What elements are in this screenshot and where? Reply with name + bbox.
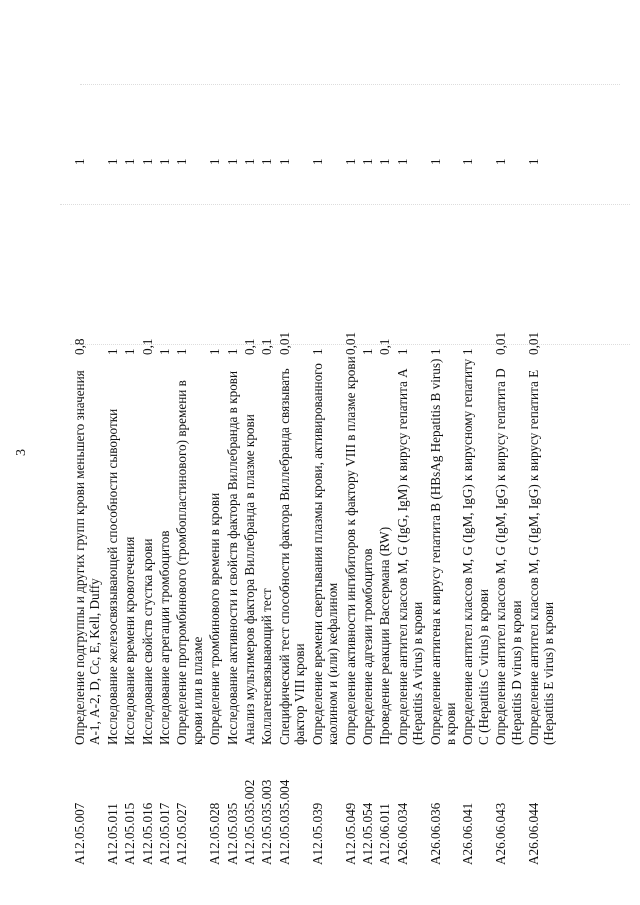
spacer-cell	[426, 165, 459, 295]
service-code: A26.06.036	[427, 802, 443, 865]
frequency-value: 1	[309, 348, 325, 355]
multiplicity-value: 1	[276, 158, 292, 165]
frequency-value: 1	[174, 348, 190, 355]
service-name: Определение протромбинового (тромбопластинового) времени в крови или в плазме	[174, 380, 205, 745]
service-name: Определение тромбинового времени в крови	[207, 492, 223, 745]
table-row	[426, 45, 459, 865]
table-row	[257, 45, 274, 865]
multiplicity-value: 1	[72, 158, 87, 165]
service-name: Определение подгруппы и других групп крови меньшего значения А-1, А-2, D, Cc, E, Kell, Duffy	[72, 370, 103, 745]
service-code: A12.05.011	[104, 803, 120, 865]
service-name: Определение адгезии тромбоцитов	[359, 548, 375, 745]
multiplicity-value: 1	[224, 158, 240, 165]
table-row	[155, 45, 172, 865]
service-name: Определение антигена к вирусу гепатита B (HBsAg Hepatitis B virus) в крови	[427, 358, 458, 745]
service-code: A12.05.007	[72, 802, 87, 865]
spacer-cell	[491, 165, 524, 295]
service-code: A12.05.027	[174, 802, 190, 865]
service-name: Определение антител классов M, G (IgM, IgG) к вирусу гепатита E (Hepatitis E virus) в крови	[525, 369, 557, 745]
multiplicity-value: 1	[174, 158, 190, 165]
table-row	[223, 45, 240, 865]
service-code: A26.06.034	[394, 802, 410, 865]
spacer-cell	[155, 165, 172, 295]
frequency-value: 0,01	[493, 331, 509, 355]
spacer-cell	[524, 165, 557, 295]
table-row	[524, 45, 557, 865]
frequency-value: 1	[427, 348, 443, 355]
service-code: A12.05.016	[139, 802, 155, 865]
spacer-cell	[223, 165, 240, 295]
spacer-cell	[120, 165, 137, 295]
spacer-cell	[341, 165, 358, 295]
service-name: Исследование железосвязывающей способности сыворотки	[104, 408, 120, 745]
table-row	[375, 45, 392, 865]
table-row	[205, 45, 222, 865]
service-name: Определение активности ингибиторов к фактору VIII в плазме крови	[342, 356, 358, 745]
table-row	[172, 45, 205, 865]
spacer-cell	[458, 165, 491, 295]
frequency-value: 0,01	[276, 331, 292, 355]
table-row	[72, 45, 103, 865]
multiplicity-value: 1	[460, 158, 476, 165]
table-row	[103, 45, 120, 865]
service-code: A26.06.043	[493, 802, 509, 865]
multiplicity-value: 1	[493, 158, 509, 165]
services-table-body	[72, 45, 557, 865]
spacer-cell	[393, 165, 426, 295]
service-code: A12.05.015	[122, 802, 138, 865]
service-code: A26.06.041	[460, 802, 476, 865]
table-row	[341, 45, 358, 865]
spacer-cell	[257, 165, 274, 295]
service-code: A12.05.049	[342, 802, 358, 865]
frequency-value: 1	[157, 348, 173, 355]
service-code: A12.05.054	[359, 802, 375, 865]
frequency-value: 1	[359, 348, 375, 355]
multiplicity-value: 1	[122, 158, 138, 165]
service-code: A12.05.017	[157, 802, 173, 865]
service-code: A26.06.044	[525, 802, 541, 865]
service-name: Определение времени свертывания плазмы крови, активированного каолином и (или) кефалином	[309, 363, 341, 745]
service-name: Исследование активности и свойств фактора Виллебранда в крови	[224, 370, 240, 745]
multiplicity-value: 1	[359, 158, 375, 165]
multiplicity-value: 1	[309, 158, 325, 165]
service-name: Специфический тест способности фактора Виллебранда связывать фактор VIII крови	[276, 368, 308, 745]
service-name: Коллагенсвязывающий тест	[259, 588, 275, 745]
multiplicity-value: 1	[394, 158, 410, 165]
table-row	[240, 45, 257, 865]
multiplicity-value: 1	[525, 158, 541, 165]
frequency-value: 1	[207, 348, 223, 355]
service-name: Анализ мультимеров фактора Виллебранда в плазме крови	[242, 414, 258, 745]
spacer-cell	[275, 165, 308, 295]
spacer-cell	[103, 165, 120, 295]
frequency-value: 1	[122, 348, 138, 355]
service-code: A12.05.028	[207, 802, 223, 865]
service-code: A12.05.039	[309, 802, 325, 865]
frequency-value: 1	[460, 348, 476, 355]
table-row	[358, 45, 375, 865]
spacer-cell	[240, 165, 257, 295]
frequency-value: 0,1	[259, 338, 275, 355]
table-row	[308, 45, 341, 865]
services-table	[72, 45, 557, 865]
service-name: Исследование свойств сгустка крови	[139, 538, 155, 745]
table-row	[393, 45, 426, 865]
multiplicity-value: 1	[427, 158, 443, 165]
spacer-cell	[72, 165, 103, 295]
spacer-cell	[358, 165, 375, 295]
frequency-value: 0,1	[139, 338, 155, 355]
service-name: Определение антител классов M, G (IgM, IgG) к вирусу гепатита D (Hepatitis D virus) в крови	[493, 368, 524, 745]
frequency-value: 1	[104, 348, 120, 355]
service-code: A12.06.011	[377, 803, 393, 865]
service-name: Исследование агрегации тромбоцитов	[157, 530, 173, 745]
frequency-value: 1	[224, 348, 240, 355]
service-name: Определение антител классов M, G (IgM, IgG) к вирусному гепатиту C (Hepatitis C virus) в крови	[460, 358, 491, 745]
multiplicity-value: 1	[157, 158, 173, 165]
multiplicity-value: 1	[139, 158, 155, 165]
spacer-cell	[138, 165, 155, 295]
service-name: Проведение реакции Вассермана (RW)	[377, 526, 393, 745]
spacer-cell	[308, 165, 341, 295]
service-name: Определение антител классов M, G (IgG, IgM) к вирусу гепатита A (Hepatitis A virus) в крови	[394, 369, 426, 745]
table-row	[120, 45, 137, 865]
service-code: A12.05.035.002	[242, 779, 258, 865]
spacer-cell	[172, 165, 205, 295]
service-code: A12.05.035.004	[276, 779, 292, 865]
multiplicity-value: 1	[377, 158, 393, 165]
multiplicity-value: 1	[104, 158, 120, 165]
service-name: Исследование времени кровотечения	[122, 536, 138, 745]
frequency-value: 0,1	[242, 338, 258, 355]
table-row	[458, 45, 491, 865]
frequency-value: 0,01	[525, 331, 541, 355]
service-code: A12.05.035	[224, 802, 240, 865]
frequency-value: 0,01	[342, 331, 358, 355]
service-code: A12.05.035.003	[259, 779, 275, 865]
spacer-cell	[205, 165, 222, 295]
multiplicity-value: 1	[259, 158, 275, 165]
frequency-value: 0,8	[72, 338, 87, 355]
spacer-cell	[375, 165, 392, 295]
multiplicity-value: 1	[242, 158, 258, 165]
multiplicity-value: 1	[207, 158, 223, 165]
table-row	[491, 45, 524, 865]
frequency-value: 1	[394, 348, 410, 355]
frequency-value: 0,1	[377, 338, 393, 355]
multiplicity-value: 1	[342, 158, 358, 165]
table-row	[138, 45, 155, 865]
page-number: 3	[14, 449, 29, 456]
table-row	[275, 45, 308, 865]
